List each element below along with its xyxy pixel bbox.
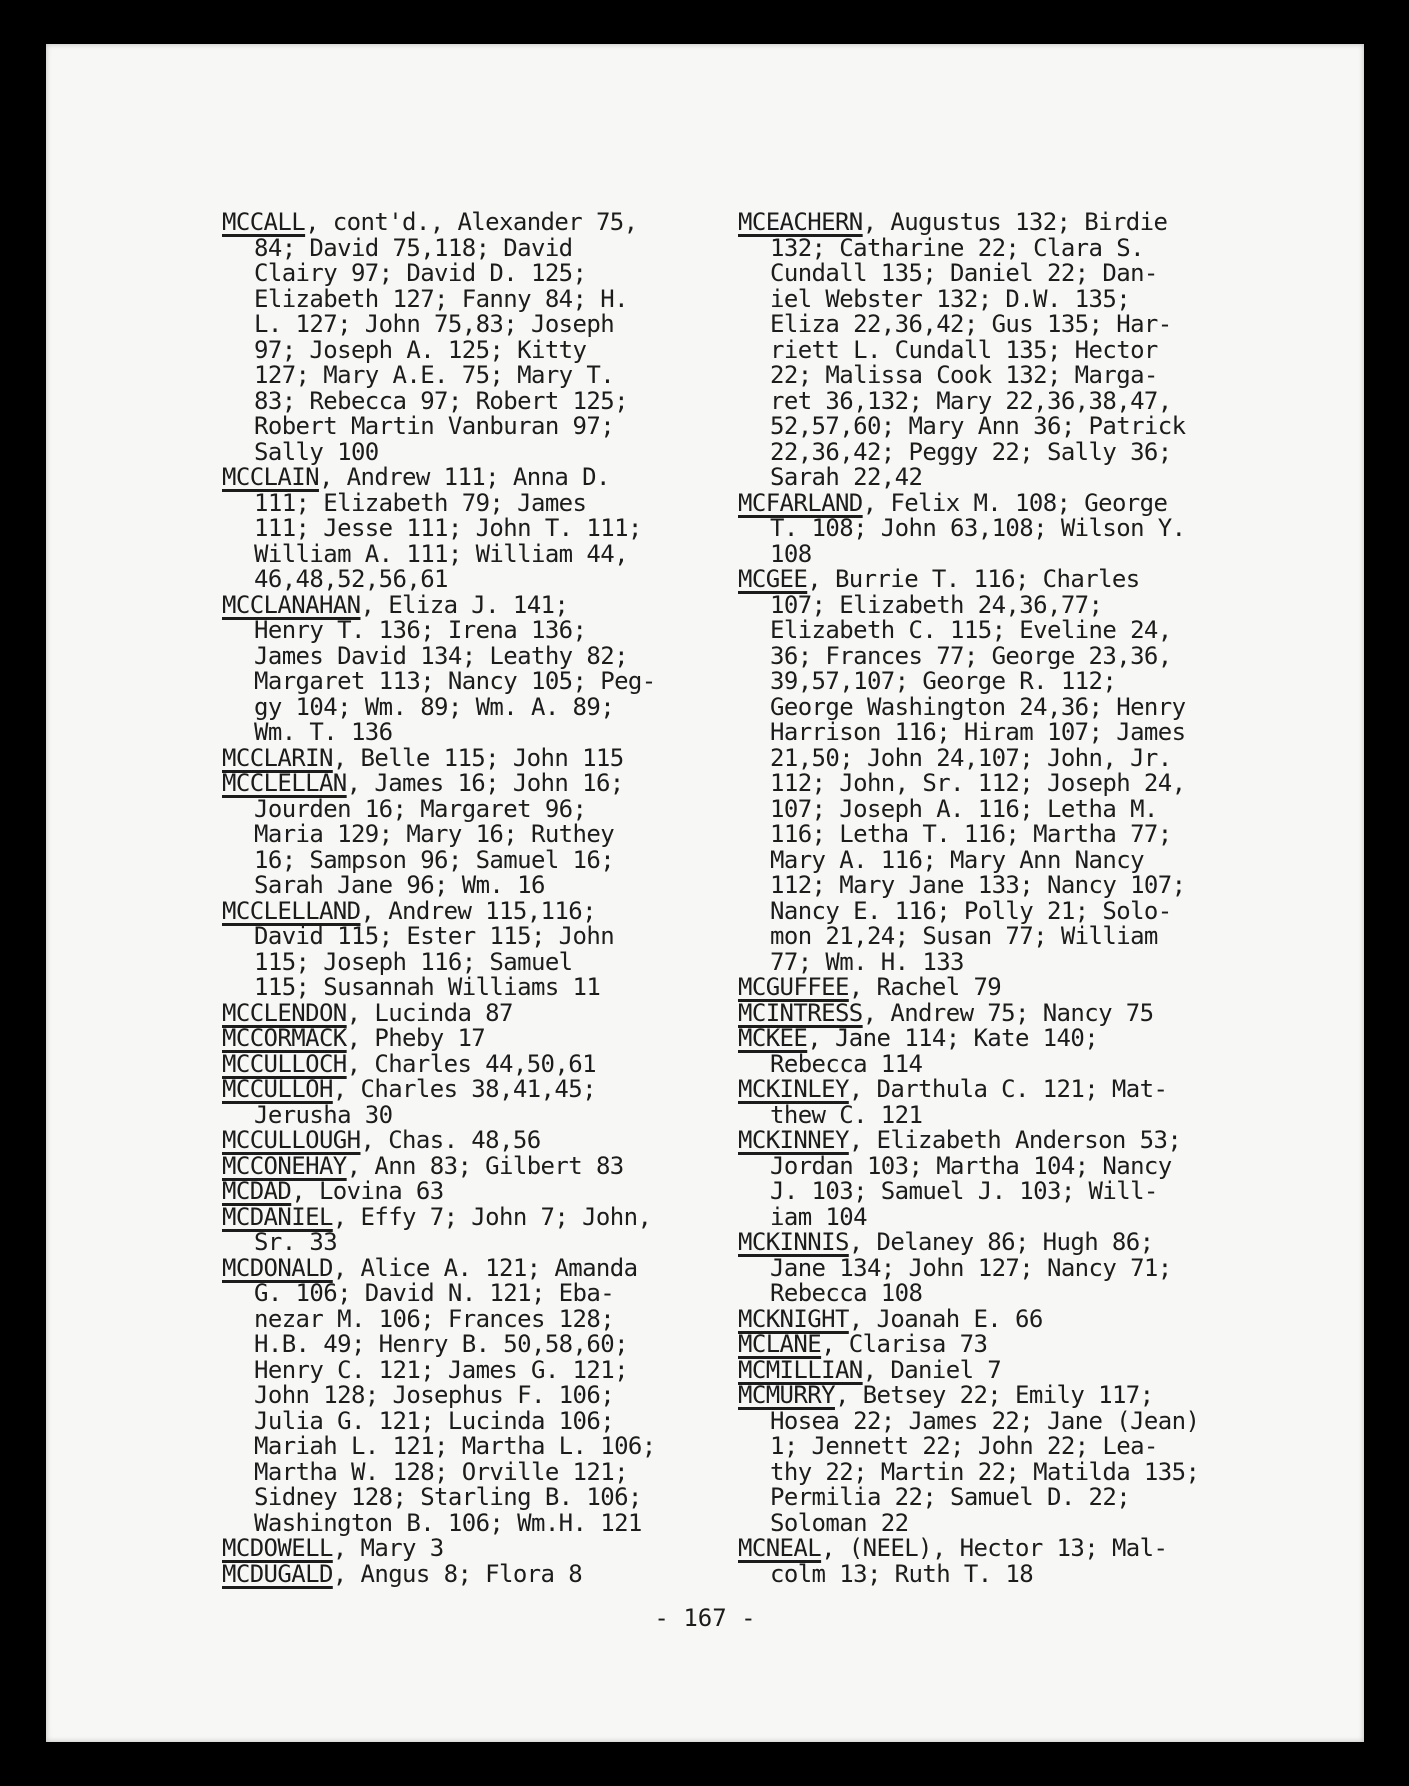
entry-text: T. 108; John 63,108; Wilson Y. bbox=[770, 514, 1186, 542]
entry-text: Sr. 33 bbox=[254, 1228, 338, 1256]
index-entry-continuation bbox=[738, 1434, 1308, 1460]
entry-text: , Pheby 17 bbox=[346, 1024, 486, 1052]
surname-heading: MCGEE bbox=[738, 565, 808, 593]
entry-text: thew C. 121 bbox=[770, 1100, 923, 1129]
index-entry-continuation bbox=[738, 233, 1308, 262]
entry-text: , Darthula C. 121; Mat- bbox=[848, 1075, 1168, 1103]
index-entry bbox=[738, 567, 1308, 593]
entry-text: , Rachel 79 bbox=[848, 973, 1002, 1001]
surname-heading: MCGUFFEE bbox=[738, 973, 849, 1001]
surname-heading: MCCULLOH bbox=[222, 1075, 333, 1103]
index-entry-continuation bbox=[222, 947, 782, 976]
index-entry-continuation bbox=[738, 437, 1308, 466]
surname-heading: MCKINLEY bbox=[738, 1075, 849, 1103]
index-entry-continuation bbox=[222, 845, 782, 874]
surname-heading: MCKINNEY bbox=[738, 1126, 849, 1154]
entry-text: Hosea 22; James 22; Jane (Jean) bbox=[770, 1406, 1200, 1435]
index-entry-continuation bbox=[738, 1253, 1308, 1282]
surname-heading: MCCONEHAY bbox=[222, 1151, 347, 1180]
entry-text: , Charles 38,41,45; bbox=[332, 1075, 596, 1103]
index-entry bbox=[222, 1202, 782, 1231]
index-entry-continuation bbox=[738, 363, 1308, 389]
surname-heading: MCCULLOUGH bbox=[222, 1126, 361, 1154]
index-entry-continuation bbox=[738, 1100, 1308, 1129]
index-entry bbox=[222, 1128, 782, 1154]
index-entry-continuation bbox=[738, 1281, 1308, 1307]
index-entry-continuation bbox=[738, 590, 1308, 619]
entry-text: Jane 134; John 127; Nancy 71; bbox=[770, 1253, 1172, 1282]
surname-heading: MCLANE bbox=[738, 1330, 822, 1358]
entry-text: Elizabeth 127; Fanny 84; H. bbox=[254, 284, 628, 313]
entry-text: Mary A. 116; Mary Ann Nancy bbox=[770, 845, 1144, 874]
entry-text: , Chas. 48,56 bbox=[360, 1126, 541, 1154]
index-entry bbox=[222, 771, 782, 797]
index-entry bbox=[222, 1253, 782, 1282]
entry-text: Mariah L. 121; Martha L. 106; bbox=[254, 1432, 656, 1460]
entry-text: 107; Elizabeth 24,36,77; bbox=[770, 590, 1103, 619]
entry-text: 112; Mary Jane 133; Nancy 107; bbox=[770, 871, 1186, 899]
entry-text: , James 16; John 16; bbox=[346, 769, 624, 797]
index-entry bbox=[738, 1536, 1308, 1562]
entry-text: Henry C. 121; James G. 121; bbox=[254, 1355, 628, 1384]
entry-text: , Lucinda 87 bbox=[346, 998, 513, 1027]
entry-text: iel Webster 132; D.W. 135; bbox=[770, 284, 1131, 313]
index-column-right bbox=[738, 210, 1308, 1587]
entry-text: , Angus 8; Flora 8 bbox=[332, 1559, 583, 1588]
index-entry-continuation bbox=[738, 822, 1308, 848]
index-entry-continuation bbox=[738, 873, 1308, 899]
entry-text: , (NEEL), Hector 13; Mal- bbox=[821, 1534, 1168, 1562]
index-entry-continuation bbox=[222, 516, 782, 542]
entry-text: Sarah Jane 96; Wm. 16 bbox=[254, 871, 545, 899]
index-entry bbox=[738, 1304, 1308, 1333]
index-entry-continuation bbox=[738, 924, 1308, 950]
entry-text: , Elizabeth Anderson 53; bbox=[848, 1126, 1182, 1154]
index-entry bbox=[222, 210, 782, 236]
index-entry bbox=[738, 1383, 1308, 1409]
index-entry bbox=[222, 465, 782, 491]
entry-text: , Ann 83; Gilbert 83 bbox=[346, 1151, 624, 1180]
entry-text: , Charles 44,50,61 bbox=[346, 1049, 596, 1078]
entry-text: colm 13; Ruth T. 18 bbox=[770, 1559, 1034, 1588]
index-entry-continuation bbox=[222, 233, 782, 262]
entry-text: Robert Martin Vanburan 97; bbox=[254, 412, 615, 440]
entry-text: , Andrew 75; Nancy 75 bbox=[862, 998, 1154, 1027]
surname-heading: MCCLELLAN bbox=[222, 769, 347, 797]
entry-text: , Joanah E. 66 bbox=[848, 1304, 1043, 1333]
entry-text: nezar M. 106; Frances 128; bbox=[254, 1304, 615, 1333]
index-entry-continuation bbox=[738, 539, 1308, 568]
index-entry-continuation bbox=[738, 414, 1308, 440]
index-entry-continuation bbox=[222, 1457, 782, 1486]
entry-text: Margaret 113; Nancy 105; Peg- bbox=[254, 667, 656, 695]
index-entry bbox=[222, 1559, 782, 1588]
entry-text: 84; David 75,118; David bbox=[254, 233, 573, 262]
index-entry bbox=[738, 1077, 1308, 1103]
index-entry-continuation bbox=[222, 975, 782, 1001]
index-entry bbox=[738, 1128, 1308, 1154]
entry-text: 107; Joseph A. 116; Letha M. bbox=[770, 794, 1158, 823]
surname-heading: MCFARLAND bbox=[738, 488, 863, 517]
entry-text: , Burrie T. 116; Charles bbox=[807, 565, 1140, 593]
index-entry-continuation bbox=[222, 1406, 782, 1435]
surname-heading: MCCULLOCH bbox=[222, 1049, 347, 1078]
surname-heading: MCNEAL bbox=[738, 1534, 822, 1562]
index-entry-continuation bbox=[738, 794, 1308, 823]
index-entry-continuation bbox=[222, 1230, 782, 1256]
entry-text: William A. 111; William 44, bbox=[254, 539, 628, 568]
index-entry-continuation bbox=[738, 618, 1308, 644]
index-entry-continuation bbox=[738, 284, 1308, 313]
surname-heading: MCEACHERN bbox=[738, 208, 863, 236]
index-entry-continuation bbox=[222, 1434, 782, 1460]
index-entry bbox=[222, 743, 782, 772]
index-entry-continuation bbox=[222, 1281, 782, 1307]
entry-text: 116; Letha T. 116; Martha 77; bbox=[770, 820, 1172, 848]
index-entry-continuation bbox=[222, 1100, 782, 1129]
surname-heading: MCCLENDON bbox=[222, 998, 347, 1027]
index-entry-continuation bbox=[738, 845, 1308, 874]
index-entry-continuation bbox=[738, 1049, 1308, 1078]
index-entry-continuation bbox=[222, 924, 782, 950]
entry-text: 77; Wm. H. 133 bbox=[770, 947, 964, 976]
index-entry-continuation bbox=[222, 488, 782, 517]
entry-text: , Augustus 132; Birdie bbox=[862, 208, 1168, 236]
entry-text: 97; Joseph A. 125; Kitty bbox=[254, 335, 587, 364]
entry-text: 108 bbox=[770, 539, 812, 568]
entry-text: 46,48,52,56,61 bbox=[254, 565, 448, 593]
entry-text: 115; Susannah Williams 11 bbox=[254, 973, 601, 1001]
index-entry-continuation bbox=[738, 669, 1308, 695]
entry-text: , Effy 7; John 7; John, bbox=[332, 1202, 652, 1231]
surname-heading: MCCLAIN bbox=[222, 463, 319, 491]
index-entry-continuation bbox=[738, 312, 1308, 338]
entry-text: , Andrew 115,116; bbox=[360, 896, 596, 925]
index-entry bbox=[738, 1332, 1308, 1358]
index-entry bbox=[738, 975, 1308, 1001]
index-entry-continuation bbox=[222, 363, 782, 389]
index-entry bbox=[222, 1179, 782, 1205]
entry-text: Martha W. 128; Orville 121; bbox=[254, 1457, 628, 1486]
surname-heading: MCMILLIAN bbox=[738, 1355, 863, 1384]
index-entry-continuation bbox=[738, 465, 1308, 491]
surname-heading: MCDUGALD bbox=[222, 1559, 333, 1588]
index-entry-continuation bbox=[738, 335, 1308, 364]
surname-heading: MCKINNIS bbox=[738, 1228, 849, 1256]
index-entry bbox=[738, 1026, 1308, 1052]
entry-text: Soloman 22 bbox=[770, 1508, 909, 1537]
index-entry-continuation bbox=[738, 261, 1308, 287]
entry-text: gy 104; Wm. 89; Wm. A. 89; bbox=[254, 692, 615, 721]
entry-text: thy 22; Martin 22; Matilda 135; bbox=[770, 1457, 1200, 1486]
index-entry-continuation bbox=[222, 692, 782, 721]
entry-text: Julia G. 121; Lucinda 106; bbox=[254, 1406, 615, 1435]
entry-text: , cont'd., Alexander 75, bbox=[305, 208, 638, 236]
entry-text: mon 21,24; Susan 77; William bbox=[770, 922, 1158, 950]
entry-text: 112; John, Sr. 112; Joseph 24, bbox=[770, 769, 1186, 797]
surname-heading: MCDAD bbox=[222, 1177, 292, 1205]
index-entry-continuation bbox=[738, 1202, 1308, 1231]
index-entry-continuation bbox=[738, 1485, 1308, 1511]
entry-text: Sally 100 bbox=[254, 437, 379, 466]
index-entry bbox=[738, 210, 1308, 236]
index-entry-continuation bbox=[738, 743, 1308, 772]
entry-text: , Lovina 63 bbox=[291, 1177, 444, 1205]
index-entry-continuation bbox=[222, 437, 782, 466]
entry-text: 22,36,42; Peggy 22; Sally 36; bbox=[770, 437, 1172, 466]
index-entry-continuation bbox=[738, 516, 1308, 542]
entry-text: , Felix M. 108; George bbox=[862, 488, 1168, 517]
index-entry-continuation bbox=[738, 1508, 1308, 1537]
entry-text: Rebecca 114 bbox=[770, 1049, 923, 1078]
index-entry-continuation bbox=[222, 312, 782, 338]
index-entry-continuation bbox=[222, 261, 782, 287]
entry-text: David 115; Ester 115; John bbox=[254, 922, 615, 950]
entry-text: Elizabeth C. 115; Eveline 24, bbox=[770, 616, 1172, 644]
document-page bbox=[46, 44, 1364, 1742]
entry-text: 39,57,107; George R. 112; bbox=[770, 667, 1117, 695]
surname-heading: MCCLELLAND bbox=[222, 896, 361, 925]
index-entry bbox=[222, 1049, 782, 1078]
index-entry-continuation bbox=[222, 669, 782, 695]
entry-text: George Washington 24,36; Henry bbox=[770, 692, 1186, 721]
index-entry-continuation bbox=[222, 567, 782, 593]
index-entry-continuation bbox=[738, 1179, 1308, 1205]
entry-text: riett L. Cundall 135; Hector bbox=[770, 335, 1158, 364]
entry-text: J. 103; Samuel J. 103; Will- bbox=[770, 1177, 1158, 1205]
index-entry-continuation bbox=[738, 771, 1308, 797]
entry-text: James David 134; Leathy 82; bbox=[254, 641, 628, 670]
index-entry-continuation bbox=[738, 720, 1308, 746]
surname-heading: MCDOWELL bbox=[222, 1534, 333, 1562]
index-entry bbox=[222, 896, 782, 925]
index-entry-continuation bbox=[738, 386, 1308, 415]
entry-text: , Eliza J. 141; bbox=[360, 590, 569, 619]
entry-text: Jourden 16; Margaret 96; bbox=[254, 794, 587, 823]
entry-text: Sarah 22,42 bbox=[770, 463, 923, 491]
page-number: - 167 - bbox=[654, 1604, 756, 1632]
entry-text: Cundall 135; Daniel 22; Dan- bbox=[770, 259, 1158, 287]
entry-text: L. 127; John 75,83; Joseph bbox=[254, 310, 615, 338]
surname-heading: MCDONALD bbox=[222, 1253, 333, 1282]
entry-text: 111; Jesse 111; John T. 111; bbox=[254, 514, 642, 542]
entry-text: Henry T. 136; Irena 136; bbox=[254, 616, 587, 644]
entry-text: 115; Joseph 116; Samuel bbox=[254, 947, 573, 976]
index-entry-continuation bbox=[222, 1508, 782, 1537]
entry-text: Sidney 128; Starling B. 106; bbox=[254, 1483, 642, 1511]
index-entry-continuation bbox=[738, 1406, 1308, 1435]
entry-text: Jordan 103; Martha 104; Nancy bbox=[770, 1151, 1172, 1180]
entry-text: 1; Jennett 22; John 22; Lea- bbox=[770, 1432, 1158, 1460]
entry-text: 36; Frances 77; George 23,36, bbox=[770, 641, 1172, 670]
index-entry-continuation bbox=[222, 873, 782, 899]
index-entry-continuation bbox=[222, 335, 782, 364]
index-entry-continuation bbox=[222, 1304, 782, 1333]
entry-text: 83; Rebecca 97; Robert 125; bbox=[254, 386, 628, 415]
index-entry-continuation bbox=[738, 1151, 1308, 1180]
index-entry bbox=[738, 998, 1308, 1027]
surname-heading: MCKEE bbox=[738, 1024, 808, 1052]
entry-text: Washington B. 106; Wm.H. 121 bbox=[254, 1508, 642, 1537]
index-entry-continuation bbox=[738, 692, 1308, 721]
entry-text: Harrison 116; Hiram 107; James bbox=[770, 718, 1186, 746]
entry-text: , Andrew 111; Anna D. bbox=[318, 463, 610, 491]
index-entry-continuation bbox=[738, 1559, 1308, 1588]
entry-text: H.B. 49; Henry B. 50,58,60; bbox=[254, 1330, 628, 1358]
index-entry-continuation bbox=[222, 618, 782, 644]
index-entry bbox=[222, 998, 782, 1027]
entry-text: 21,50; John 24,107; John, Jr. bbox=[770, 743, 1172, 772]
entry-text: Wm. T. 136 bbox=[254, 718, 393, 746]
index-entry-continuation bbox=[222, 414, 782, 440]
index-entry-continuation bbox=[222, 822, 782, 848]
index-column-left bbox=[222, 210, 782, 1587]
index-entry bbox=[738, 488, 1308, 517]
entry-text: , Jane 114; Kate 140; bbox=[807, 1024, 1099, 1052]
surname-heading: MCCALL bbox=[222, 208, 306, 236]
surname-heading: MCINTRESS bbox=[738, 998, 863, 1027]
surname-heading: MCMURRY bbox=[738, 1381, 835, 1409]
index-entry-continuation bbox=[738, 1457, 1308, 1486]
index-entry bbox=[222, 1151, 782, 1180]
entry-text: John 128; Josephus F. 106; bbox=[254, 1381, 615, 1409]
entry-text: , Belle 115; John 115 bbox=[332, 743, 624, 772]
index-entry-continuation bbox=[738, 641, 1308, 670]
entry-text: Rebecca 108 bbox=[770, 1279, 923, 1307]
index-entry bbox=[222, 1077, 782, 1103]
surname-heading: MCCLANAHAN bbox=[222, 590, 361, 619]
index-entry bbox=[222, 1026, 782, 1052]
entry-text: , Mary 3 bbox=[332, 1534, 444, 1562]
index-entry-continuation bbox=[222, 386, 782, 415]
surname-heading: MCCLARIN bbox=[222, 743, 333, 772]
index-entry-continuation bbox=[738, 896, 1308, 925]
entry-text: 16; Sampson 96; Samuel 16; bbox=[254, 845, 615, 874]
entry-text: Maria 129; Mary 16; Ruthey bbox=[254, 820, 615, 848]
index-entry bbox=[222, 1536, 782, 1562]
index-entry-continuation bbox=[222, 539, 782, 568]
index-entry-continuation bbox=[738, 947, 1308, 976]
entry-text: 22; Malissa Cook 132; Marga- bbox=[770, 361, 1158, 389]
entry-text: , Clarisa 73 bbox=[821, 1330, 988, 1358]
entry-text: Jerusha 30 bbox=[254, 1100, 393, 1129]
index-entry bbox=[738, 1355, 1308, 1384]
surname-heading: MCKNIGHT bbox=[738, 1304, 849, 1333]
entry-text: 52,57,60; Mary Ann 36; Patrick bbox=[770, 412, 1186, 440]
index-entry bbox=[222, 590, 782, 619]
entry-text: G. 106; David N. 121; Eba- bbox=[254, 1279, 615, 1307]
entry-text: , Betsey 22; Emily 117; bbox=[834, 1381, 1154, 1409]
index-entry-continuation bbox=[222, 1355, 782, 1384]
entry-text: , Alice A. 121; Amanda bbox=[332, 1253, 638, 1282]
index-entry-continuation bbox=[222, 641, 782, 670]
entry-text: 132; Catharine 22; Clara S. bbox=[770, 233, 1144, 262]
index-entry-continuation bbox=[222, 720, 782, 746]
entry-text: 127; Mary A.E. 75; Mary T. bbox=[254, 361, 615, 389]
entry-text: , Delaney 86; Hugh 86; bbox=[848, 1228, 1154, 1256]
index-entry-continuation bbox=[222, 1332, 782, 1358]
index-entry-continuation bbox=[222, 1485, 782, 1511]
entry-text: ret 36,132; Mary 22,36,38,47, bbox=[770, 386, 1172, 415]
index-entry-continuation bbox=[222, 794, 782, 823]
index-entry bbox=[738, 1230, 1308, 1256]
surname-heading: MCCORMACK bbox=[222, 1024, 347, 1052]
entry-text: Permilia 22; Samuel D. 22; bbox=[770, 1483, 1131, 1511]
index-entry-continuation bbox=[222, 1383, 782, 1409]
entry-text: , Daniel 7 bbox=[862, 1355, 1002, 1384]
entry-text: Eliza 22,36,42; Gus 135; Har- bbox=[770, 310, 1172, 338]
entry-text: 111; Elizabeth 79; James bbox=[254, 488, 587, 517]
entry-text: iam 104 bbox=[770, 1202, 867, 1231]
entry-text: Nancy E. 116; Polly 21; Solo- bbox=[770, 896, 1172, 925]
surname-heading: MCDANIEL bbox=[222, 1202, 333, 1231]
entry-text: Clairy 97; David D. 125; bbox=[254, 259, 587, 287]
index-entry-continuation bbox=[222, 284, 782, 313]
